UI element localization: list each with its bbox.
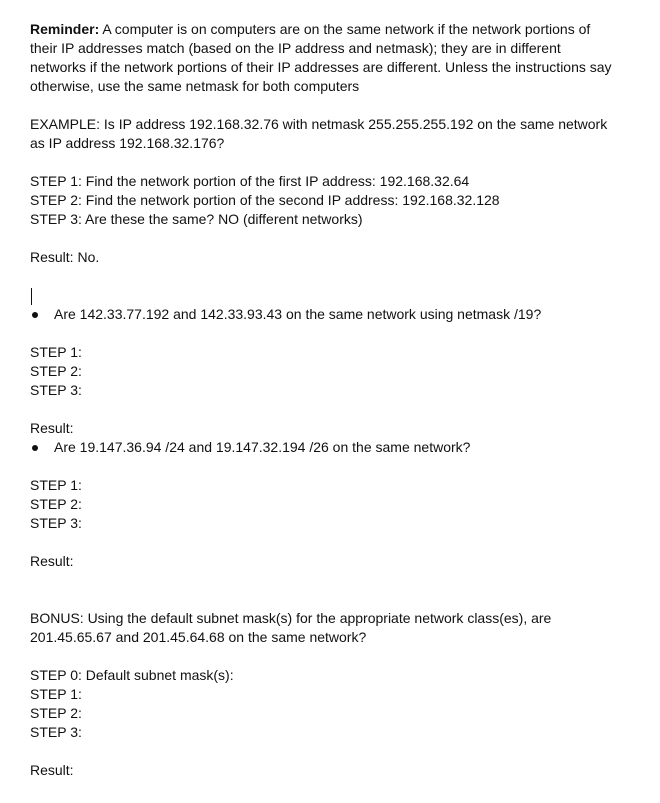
q1-step-2: STEP 2: (30, 363, 82, 379)
q1-step-3: STEP 3: (30, 382, 82, 398)
question-2-text: Are 19.147.36.94 /24 and 19.147.32.194 /26 on the same network? (54, 439, 471, 455)
question-1-text: Are 142.33.77.192 and 142.33.93.43 on the same network using netmask /19? (54, 306, 542, 322)
q1-result: Result: (30, 420, 74, 436)
example-result: Result: No. (30, 249, 100, 265)
bonus-step-3: STEP 3: (30, 724, 82, 740)
text-cursor (31, 288, 32, 305)
question-1 (30, 305, 620, 324)
q2-result: Result: (30, 553, 74, 569)
q2-step-2: STEP 2: (30, 496, 82, 512)
reminder-paragraph (30, 20, 620, 96)
example-question: EXAMPLE: Is IP address 192.168.32.76 with netmask 255.255.255.192 on the same network as IP address 192.168.32.176? (30, 116, 608, 151)
q1-step-1: STEP 1: (30, 344, 82, 360)
bullet-icon (30, 438, 54, 451)
bonus-question: BONUS: Using the default subnet mask(s) for the appropriate network class(es), are 201.45.65.67 and 201.45.64.68 on the same network? (30, 610, 552, 645)
text-cursor-line[interactable] (30, 286, 620, 305)
reminder-label: Reminder: (30, 21, 100, 37)
example-step-3: STEP 3: Are these the same? NO (different networks) (30, 211, 363, 227)
question-2 (30, 438, 620, 457)
bullet-icon (30, 305, 54, 318)
q2-step-1: STEP 1: (30, 477, 82, 493)
bonus-result: Result: (30, 762, 74, 778)
reminder-text: A computer is on computers are on the same network if the network portions of their IP addresses match (based on the IP address and netmask); they are in different networks if the network portions of their IP addresses are different. Unless the instructions say otherwise, use the same netmask for both computers (30, 21, 612, 94)
bonus-step-1: STEP 1: (30, 686, 82, 702)
example-step-2: STEP 2: Find the network portion of the second IP address: 192.168.32.128 (30, 192, 500, 208)
document-body[interactable] (30, 20, 620, 780)
example-step-1: STEP 1: Find the network portion of the first IP address: 192.168.32.64 (30, 173, 470, 189)
bonus-step-2: STEP 2: (30, 705, 82, 721)
q2-step-3: STEP 3: (30, 515, 82, 531)
bonus-step-0: STEP 0: Default subnet mask(s): (30, 667, 234, 683)
